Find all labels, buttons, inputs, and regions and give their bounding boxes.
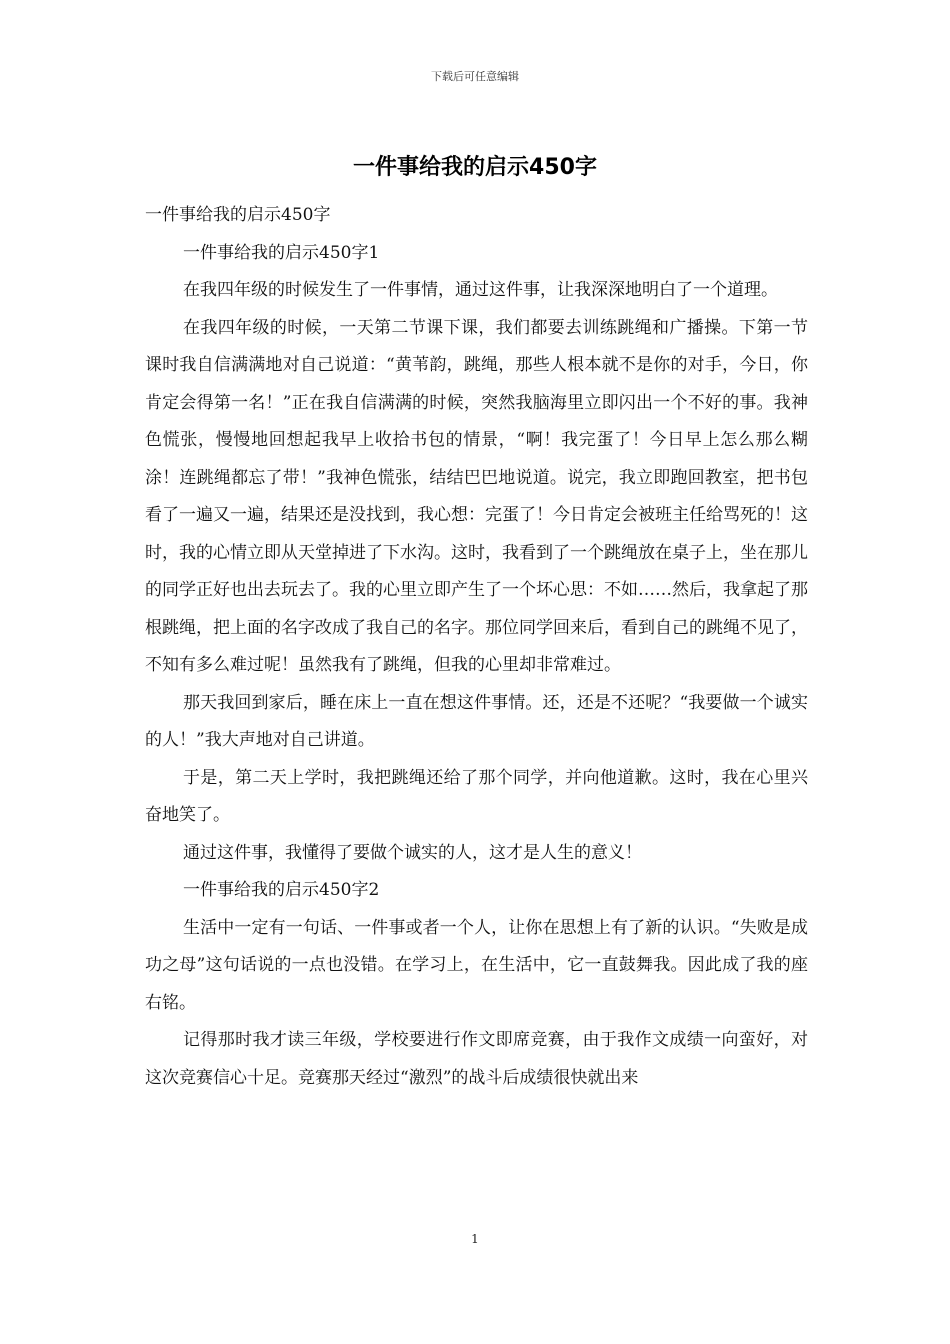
paragraph: 通过这件事，我懂得了要做个诚实的人，这才是人生的意义！: [183, 842, 642, 863]
section-heading-2: 一件事给我的启示450字2: [183, 880, 380, 900]
page-number: 1: [471, 1232, 479, 1246]
paragraph: 于是，第二天上学时，我把跳绳还给了那个同学，并向他道歉。这时，我在心里兴奋地笑了。: [145, 767, 808, 825]
document-title: 一件事给我的启示450字: [353, 155, 597, 180]
document-body: [145, 197, 808, 1097]
paragraph: 生活中一定有一句话、一件事或者一个人，让你在思想上有了新的认识。“失败是成功之母”这句话说的一点也没错。在学习上，在生活中，它一直鼓舞我。因此成了我的座右铭。: [145, 917, 808, 1013]
paragraph-subtitle: 一件事给我的启示450字: [145, 205, 331, 225]
paragraph: 在我四年级的时候发生了一件事情，通过这件事，让我深深地明白了一个道理。: [183, 280, 778, 300]
paragraph: 那天我回到家后，睡在床上一直在想这件事情。还，还是不还呢？“我要做一个诚实的人！”我大声地对自己讲道。: [145, 692, 808, 750]
header-note: 下载后可任意编辑: [431, 70, 519, 83]
paragraph: 记得那时我才读三年级，学校要进行作文即席竞赛，由于我作文成绩一向蛮好，对这次竞赛信心十足。竞赛那天经过“激烈”的战斗后成绩很快就出来: [145, 1030, 808, 1088]
paragraph: 在我四年级的时候，一天第二节课下课，我们都要去训练跳绳和广播操。下第一节课时我自信满满地对自己说道：“黄苇韵，跳绳，那些人根本就不是你的对手，今日，你肯定会得第一名！”正在我自信满满的时候，突然我脑海里立即闪出一个不好的事。我神色慌张，慢慢地回想起我早上收拾书包的情景，“啊！我完蛋了！今日早上怎么那么糊涂！连跳绳都忘了带！”我神色慌张，结结巴巴地说道。说完，我立即跑回教室，把书包看了一遍又一遍，结果还是没找到，我心想：完蛋了！今日肯定会被班主任给骂死的！这时，我的心情立即从天堂掉进了下水沟。这时，我看到了一个跳绳放在桌子上，坐在那儿的同学正好也出去玩去了。我的心里立即产生了一个坏心思：不如……然后，我拿起了那根跳绳，把上面的名字改成了我自己的名字。那位同学回来后，看到自己的跳绳不见了，不知有多么难过呢！虽然我有了跳绳，但我的心里却非常难过。: [145, 317, 808, 675]
section-heading-1: 一件事给我的启示450字1: [183, 242, 380, 263]
